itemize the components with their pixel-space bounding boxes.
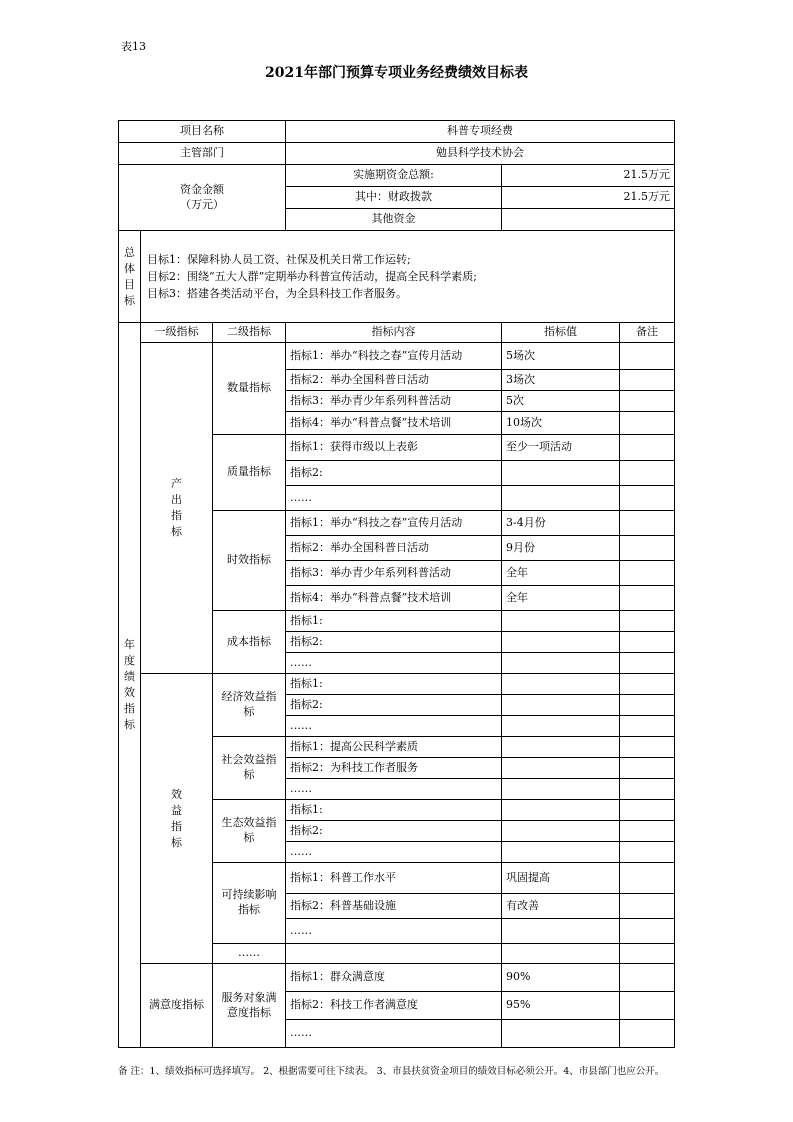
indicator-value [502, 461, 620, 486]
indicator-value [502, 800, 620, 821]
indicator-content: …… [286, 1020, 502, 1048]
indicator-content: 指标1: [286, 611, 502, 632]
benefit-label-char: 益 [171, 803, 182, 817]
level2-label: 时效指标 [213, 511, 286, 611]
department-value: 勉县科学技术协会 [286, 143, 675, 165]
benefit-indicators-label [141, 674, 213, 964]
output-label-char: 出 [171, 493, 182, 506]
indicator-content: 指标3：举办青少年系列科普活动 [286, 391, 502, 412]
remark-cell [620, 461, 675, 486]
indicator-value: 3场次 [502, 370, 620, 391]
level2-label: 成本指标 [213, 611, 286, 674]
annual-label-char: 标 [124, 718, 135, 731]
remark-cell [620, 370, 675, 391]
indicator-value: 全年 [502, 586, 620, 611]
funds-label [119, 165, 286, 231]
indicator-content: …… [286, 486, 502, 511]
output-label-char: 标 [171, 525, 182, 538]
output-label-char: 产 [171, 477, 182, 490]
level2-label: 质量指标 [213, 435, 286, 511]
indicator-content: 指标2：科普基础设施 [286, 894, 502, 919]
indicator-value: 5场次 [502, 343, 620, 370]
header-level1: 一级指标 [141, 323, 213, 343]
indicator-value [502, 779, 620, 800]
level2-label: 可持续影响指标 [213, 863, 286, 944]
remark-cell [620, 1020, 675, 1048]
remark-cell [620, 653, 675, 674]
project-name-label: 项目名称 [119, 121, 286, 143]
funds-label-text: 资金金额 [180, 182, 225, 196]
remark-cell [620, 391, 675, 412]
indicator-value: 全年 [502, 561, 620, 586]
goal-line: 目标1：保障科协人员工资、社保及机关日常工作运转; [147, 253, 411, 266]
indicator-content: 指标2：举办全国科普日活动 [286, 536, 502, 561]
indicator-content: 指标1：群众满意度 [286, 964, 502, 992]
level2-label: 生态效益指标 [213, 800, 286, 863]
remark-cell [620, 486, 675, 511]
indicator-value [502, 944, 620, 964]
goal-line: 目标2：围绕“五大人群”定期举办科普宣传活动，提高全民科学素质; [147, 270, 477, 283]
annual-label-char: 年 [124, 638, 135, 651]
remark-cell [620, 992, 675, 1020]
remark-cell [620, 695, 675, 716]
remark-cell [620, 919, 675, 944]
indicator-content: 指标1：获得市级以上表彰 [286, 435, 502, 461]
indicator-value: 90% [502, 964, 620, 992]
funds-other-label: 其他资金 [286, 209, 502, 231]
satisfaction-indicators-label: 满意度指标 [141, 964, 213, 1048]
indicator-value [502, 611, 620, 632]
indicator-value [502, 632, 620, 653]
indicator-value [502, 486, 620, 511]
indicator-content: 指标2：举办全国科普日活动 [286, 370, 502, 391]
remark-cell [620, 632, 675, 653]
header-content: 指标内容 [286, 323, 502, 343]
indicator-value: 3-4月份 [502, 511, 620, 536]
level2-more: …… [213, 944, 286, 964]
indicator-content: …… [286, 842, 502, 863]
indicator-value: 9月份 [502, 536, 620, 561]
header-value: 指标值 [502, 323, 620, 343]
indicator-content: 指标1：提高公民科学素质 [286, 737, 502, 758]
indicator-content: 指标4：举办“科普点餐”技术培训 [286, 586, 502, 611]
indicator-content: …… [286, 779, 502, 800]
overall-label-char: 体 [124, 261, 135, 275]
funds-total-label: 实施期资金总额: [286, 165, 502, 187]
indicator-value [502, 695, 620, 716]
indicator-content: 指标2：为科技工作者服务 [286, 758, 502, 779]
remark-cell [620, 586, 675, 611]
remark-cell [620, 944, 675, 964]
remark-cell [620, 511, 675, 536]
level2-label: 服务对象满意度指标 [213, 964, 286, 1048]
funds-unit: （万元） [180, 197, 225, 211]
indicator-content: 指标1: [286, 674, 502, 695]
indicator-content: 指标1：科普工作水平 [286, 863, 502, 894]
indicator-value [502, 716, 620, 737]
indicator-content: 指标1：举办“科技之春”宣传月活动 [286, 343, 502, 370]
funds-total-value: 21.5万元 [502, 165, 675, 187]
indicator-content: …… [286, 716, 502, 737]
output-label-char: 指 [171, 509, 182, 522]
overall-goals-text [141, 231, 675, 323]
overall-label-char: 总 [124, 245, 135, 259]
indicator-value: 10场次 [502, 412, 620, 435]
funds-fiscal-value: 21.5万元 [502, 187, 675, 209]
header-remark: 备注 [620, 323, 675, 343]
indicator-content: 指标3：举办青少年系列科普活动 [286, 561, 502, 586]
remark-cell [620, 412, 675, 435]
indicator-content: 指标4：举办“科普点餐”技术培训 [286, 412, 502, 435]
benefit-label-char: 指 [171, 819, 182, 833]
remark-cell [620, 561, 675, 586]
remark-cell [620, 863, 675, 894]
remark-cell [620, 716, 675, 737]
funds-fiscal-label: 其中：财政拨款 [286, 187, 502, 209]
remark-cell [620, 343, 675, 370]
indicator-value [502, 919, 620, 944]
indicator-value: 95% [502, 992, 620, 1020]
indicator-value: 巩固提高 [502, 863, 620, 894]
goal-line: 目标3：搭建各类活动平台，为全县科技工作者服务。 [147, 287, 407, 300]
indicator-content: 指标1：举办“科技之春”宣传月活动 [286, 511, 502, 536]
indicator-content: 指标2: [286, 821, 502, 842]
table-number: 表13 [121, 40, 146, 53]
annual-label-char: 度 [124, 654, 135, 667]
annual-label-char: 绩 [124, 670, 135, 683]
indicator-value [502, 821, 620, 842]
remark-cell [620, 674, 675, 695]
indicator-content: …… [286, 653, 502, 674]
level2-label: 数量指标 [213, 343, 286, 435]
benefit-label-char: 效 [171, 787, 182, 801]
remark-cell [620, 435, 675, 461]
indicator-content: 指标2：科技工作者满意度 [286, 992, 502, 1020]
remark-cell [620, 821, 675, 842]
indicator-value [502, 653, 620, 674]
indicator-content: 指标2: [286, 461, 502, 486]
level2-label: 社会效益指标 [213, 737, 286, 800]
overall-label-char: 目 [124, 277, 135, 291]
remark-cell [620, 964, 675, 992]
indicator-value: 至少一项活动 [502, 435, 620, 461]
footnote: 备 注：1、绩效指标可选择填写。 2、根据需要可往下续表。 3、市县扶贫资金项目的绩效目标必须公开。4、市县部门也应公开。 [118, 1066, 665, 1077]
indicator-value [502, 674, 620, 695]
remark-cell [620, 737, 675, 758]
indicator-value [502, 1020, 620, 1048]
indicator-content: 指标1: [286, 800, 502, 821]
overall-label-char: 标 [124, 293, 135, 307]
indicator-value: 5次 [502, 391, 620, 412]
indicator-content [286, 944, 502, 964]
indicator-value [502, 758, 620, 779]
remark-cell [620, 800, 675, 821]
indicator-value [502, 842, 620, 863]
department-label: 主管部门 [119, 143, 286, 165]
remark-cell [620, 536, 675, 561]
annual-label-char: 效 [124, 686, 135, 699]
benefit-label-char: 标 [171, 835, 182, 849]
remark-cell [620, 758, 675, 779]
funds-other-value [502, 209, 675, 231]
indicator-content: 指标2: [286, 695, 502, 716]
remark-cell [620, 779, 675, 800]
annual-label-char: 指 [124, 702, 135, 715]
indicator-value: 有改善 [502, 894, 620, 919]
header-level2: 二级指标 [213, 323, 286, 343]
indicator-value [502, 737, 620, 758]
performance-target-table [118, 120, 675, 1048]
remark-cell [620, 611, 675, 632]
indicator-content: …… [286, 919, 502, 944]
overall-goals-label [119, 231, 141, 323]
remark-cell [620, 894, 675, 919]
indicator-content: 指标2: [286, 632, 502, 653]
project-name-value: 科普专项经费 [286, 121, 675, 143]
remark-cell [620, 842, 675, 863]
annual-indicators-label [119, 323, 141, 1048]
level2-label: 经济效益指标 [213, 674, 286, 737]
output-indicators-label [141, 343, 213, 674]
page-title: 2021年部门预算专项业务经费绩效目标表 [265, 65, 528, 81]
